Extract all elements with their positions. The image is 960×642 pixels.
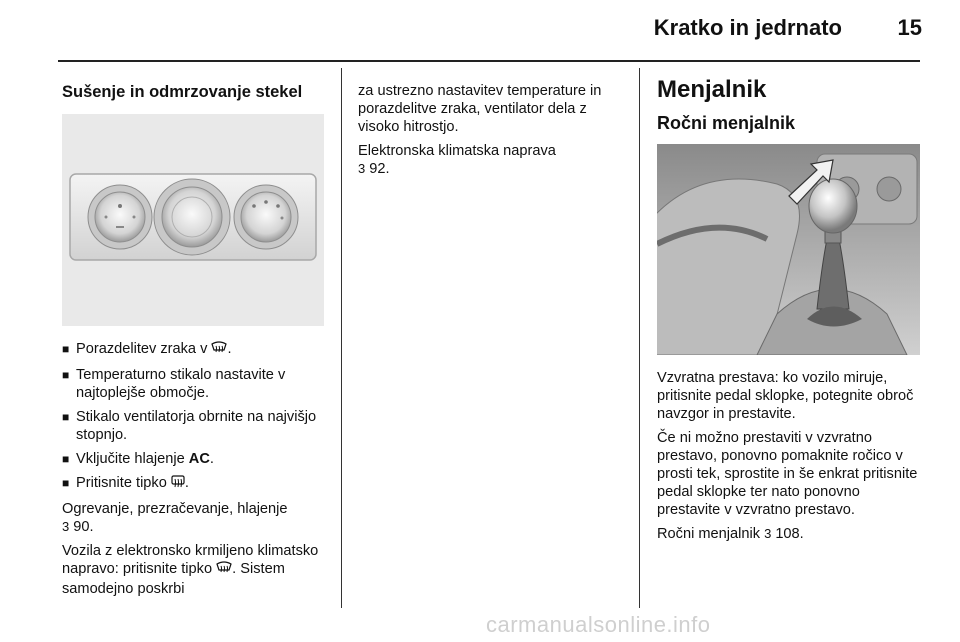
watermark: carmanualsonline.info xyxy=(486,612,711,637)
windshield-defrost-icon xyxy=(211,341,227,360)
list-item: ■ Vključite hlajenje AC. xyxy=(62,451,214,467)
page-number: 15 xyxy=(897,15,922,40)
header-rule xyxy=(58,60,920,62)
windshield-defrost-icon xyxy=(216,561,232,580)
climate-control-panel-illustration xyxy=(62,114,324,326)
column-2 xyxy=(358,82,628,184)
ac-label: AC xyxy=(188,451,210,467)
paragraph: Ročni menjalnik 3 108. xyxy=(657,526,804,542)
paragraph: za ustrezno nastavitev temperature in porazdelitve zraka, ventilator dela z visoko hitrostjo. xyxy=(358,83,602,135)
paragraph: Elektronska klimatska naprava 3 92. xyxy=(358,143,556,177)
chapter-title: Menjalnik xyxy=(657,76,767,103)
column-divider xyxy=(341,68,342,608)
column-3 xyxy=(657,76,923,549)
header-title: Kratko in jedrnato xyxy=(653,15,842,40)
climate-control-figure xyxy=(62,114,324,326)
paragraph: Vzvratna prestava: ko vozilo miruje, pritisnite pedal sklopke, potegnite obroč navzgor in prestavite. xyxy=(657,370,914,422)
bullet-square-icon: ■ xyxy=(62,410,70,424)
list-item: ■ Stikalo ventilatorja obrnite na najvišjo stopnjo. xyxy=(62,409,317,443)
section-title: Sušenje in odmrzovanje stekel xyxy=(62,83,303,101)
column-1 xyxy=(62,82,332,604)
page-reference[interactable]: 92. xyxy=(369,161,390,177)
list-item: ■ Pritisnite tipko . xyxy=(62,474,332,494)
paragraph: Ogrevanje, prezračevanje, hlajenje 3 90. xyxy=(62,501,288,535)
rear-window-heat-icon xyxy=(171,475,185,494)
page-reference-icon: 3 xyxy=(62,519,70,534)
paragraph: Če ni možno prestaviti v vzvratno prestavo, ponovno pomaknite ročico v prosti tek, sprostite in še enkrat pritisnite pedal sklopke ter nato ponovno prestavite v vzvratno prestavo. xyxy=(657,430,918,518)
paragraph: Vozila z elektronsko krmiljeno klimatsko napravo: pritisnite tipko . Sistem samodejno poskrbi xyxy=(62,543,319,597)
subsection-title: Ročni menjalnik xyxy=(657,113,796,133)
manual-gear-lever-illustration xyxy=(657,144,920,355)
bullet-square-icon: ■ xyxy=(62,452,70,466)
column-divider xyxy=(639,68,640,608)
page-reference-icon: 3 xyxy=(764,526,772,541)
page-reference[interactable]: 108. xyxy=(775,526,804,542)
list-item: ■ Porazdelitev zraka v . xyxy=(62,340,332,360)
gear-lever-figure xyxy=(657,144,920,355)
list-item: ■ Temperaturno stikalo nastavite v najtoplejše območje. xyxy=(62,367,286,401)
bullet-square-icon: ■ xyxy=(62,476,70,490)
instruction-list xyxy=(62,340,332,494)
bullet-square-icon: ■ xyxy=(62,368,70,382)
bullet-square-icon: ■ xyxy=(62,342,70,356)
page-reference[interactable]: 90. xyxy=(73,519,94,535)
page-reference-icon: 3 xyxy=(358,161,366,176)
